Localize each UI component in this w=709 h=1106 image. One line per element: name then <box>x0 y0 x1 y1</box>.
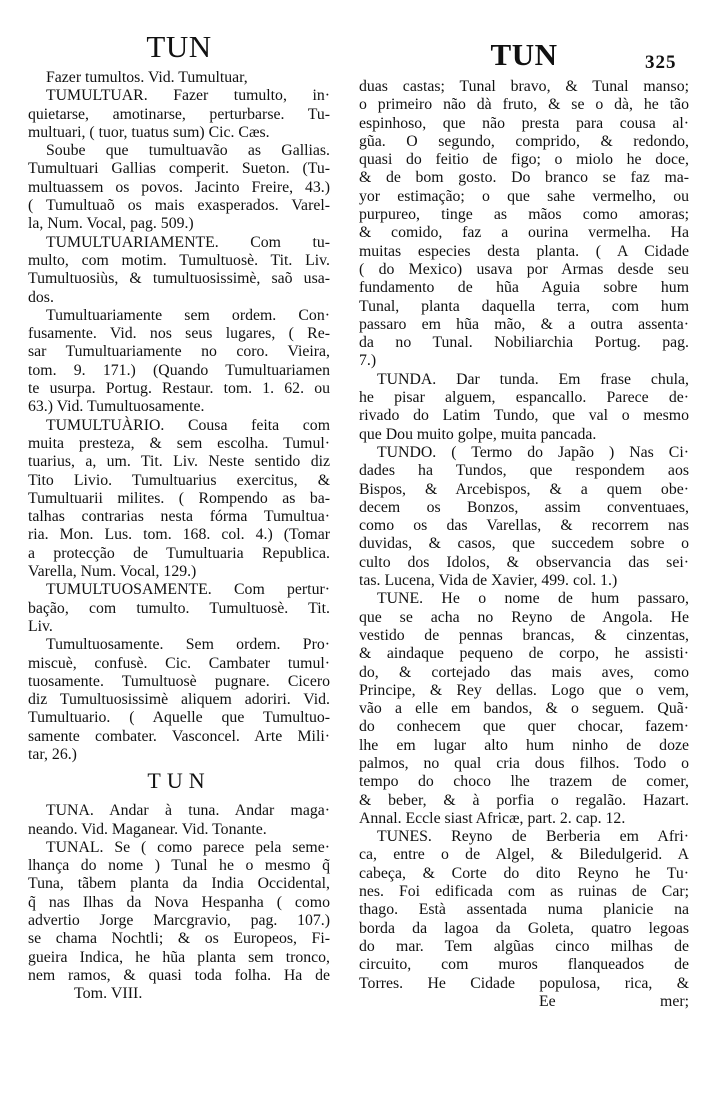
text-line: lhança do nome ) Tunal he o mesmo q̃ <box>28 857 330 875</box>
left-column-entries-after <box>28 802 330 985</box>
text-line: Tumultuariamente sem ordem. Con· <box>46 306 330 324</box>
text-line: Torres. He Cidade populosa, rica, & <box>359 974 689 992</box>
right-column-entries <box>359 78 689 993</box>
left-column <box>28 69 330 1004</box>
text-line: 7.) <box>359 352 377 370</box>
text-line: purpureo, tinge as mãos como amoras; <box>359 206 689 224</box>
text-line: TUNE. He o nome de hum passaro, <box>377 590 689 608</box>
text-line: 63.) Vid. Tumultuosamente. <box>28 398 205 416</box>
text-line: fusamente. Vid. nos seus lugares, ( Re- <box>28 325 330 343</box>
text-line: multo, com motim. Tumultuosè. Tit. Liv. <box>28 251 330 269</box>
text-line: da no Tunal. Nobiliarchia Portug. pag. <box>359 334 689 352</box>
text-line: dades ha Tundos, que respondem aos <box>359 462 689 480</box>
text-line: TUMULTUOSAMENTE. Com pertur· <box>46 581 330 599</box>
volume-signature: Tom. VIII. <box>74 985 143 1003</box>
text-line: tempo do choco lhe trazem de comer, <box>359 773 689 791</box>
text-line: que Dou muito golpe, muita pancada. <box>359 425 597 443</box>
text-line: la, Num. Vocal, pag. 509.) <box>28 215 194 233</box>
text-line: ca, entre o de Algel, & Biledulgerid. A <box>359 846 689 864</box>
page-number: 325 <box>645 52 677 73</box>
text-line: & beber, & à porfia o regalão. Hazart. <box>359 791 689 809</box>
text-line: ( do Mexico) usava por Armas desde seu <box>359 260 689 278</box>
text-line: Annal. Eccle siast Africæ, part. 2. cap. 12. <box>359 809 626 827</box>
text-line: muitas especies desta planta. ( A Cidade <box>359 242 689 260</box>
text-line: passaro em hũa mão, & a outra assenta· <box>359 315 689 333</box>
text-line: he pisar alguem, espancallo. Parece de· <box>359 389 689 407</box>
text-line: Tumultuario. ( Aquelle que Tumultuo- <box>28 709 330 727</box>
text-line: circuito, com muros flanqueados de <box>359 956 689 974</box>
text-line: dos. <box>28 288 54 306</box>
signature-mark: Ee <box>539 992 556 1010</box>
text-line: culto dos Idolos, & observancia das sei· <box>359 553 689 571</box>
text-line: multuari, ( tuor, tuatus sum) Cic. Cæs. <box>28 123 270 141</box>
text-line: ria. Mon. Lus. tom. 168. col. 4.) (Tomar <box>28 526 330 544</box>
text-line: Tumultuari Gallias comperit. Sueton. (Tu- <box>28 160 330 178</box>
text-line: te usurpa. Portug. Restaur. tom. 1. 62. ou <box>28 380 330 398</box>
text-line: borda da lagoa da Goleta, quatro legoas <box>359 919 689 937</box>
text-line: do mar. Tem algũas cinco milhas de <box>359 937 689 955</box>
text-line: Varella, Num. Vocal, 129.) <box>28 563 197 581</box>
text-line: tuarius, a, um. Tit. Liv. Neste sentido diz <box>28 453 330 471</box>
text-line: Bispos, & Arcebispos, & a quem obe· <box>359 480 689 498</box>
text-line: lhe em lugar alto hum ninho de doze <box>359 736 689 754</box>
text-line: rivado do Latim Tundo, que val o mesmo <box>359 407 689 425</box>
text-line: Liv. <box>28 617 53 635</box>
text-line: sar Tumultuariamente no coro. Vieira, <box>28 343 330 361</box>
text-line: advertio Jorge Marcgravio, pag. 107.) <box>28 912 330 930</box>
text-line: quietarse, amotinarse, perturbarse. Tu- <box>28 105 330 123</box>
text-line: TUNDO. ( Termo do Japão ) Nas Ci· <box>377 443 689 461</box>
text-line: Tuna, tãbem planta da India Occidental, <box>28 875 330 893</box>
text-line: & de bom gosto. Do branco se faz ma- <box>359 169 689 187</box>
catchword: mer; <box>660 992 689 1010</box>
text-line: duvidas, & casos, que succedem sobre o <box>359 535 689 553</box>
text-line: tar, 26.) <box>28 745 77 763</box>
text-line: TUNAL. Se ( como parece pela seme· <box>46 838 330 856</box>
text-line: Tunal, planta daquella terra, com hum <box>359 297 689 315</box>
text-line: miscuè, confusè. Cic. Cambater tumul· <box>28 654 330 672</box>
text-line: do, & cortejado das mais aves, como <box>359 663 689 681</box>
text-line: fundamento de hũa Aguia sobre hum <box>359 279 689 297</box>
text-line: yor estimação; o que sahe vermelho, ou <box>359 187 689 205</box>
text-line: tom. 9. 171.) (Quando Tumultuariamen <box>28 361 330 379</box>
text-line: Principe, & Rey dellas. Logo que o vem, <box>359 681 689 699</box>
text-line: quasi do feitio de figo; o miolo he doce, <box>359 151 689 169</box>
text-line: diz Tumultuosissimè aliquem adoriri. Vid. <box>28 691 330 709</box>
left-column-entries <box>28 69 330 764</box>
text-line: talhas contrarias nesta fórma Tumultua· <box>28 508 330 526</box>
text-line: gueira Indica, he hũa planta sem tronco, <box>28 948 330 966</box>
text-line: palmos, no qual cria dous filhos. Todo o <box>359 754 689 772</box>
catchword-line <box>359 993 689 1011</box>
text-line: espinhoso, que não presta para cousa al· <box>359 114 689 132</box>
text-line: thago. Està assentada numa planicie na <box>359 901 689 919</box>
text-line: duas castas; Tunal bravo, & Tunal manso; <box>359 78 689 95</box>
text-line: que se acha no Reyno de Angola. He <box>359 608 689 626</box>
text-line: bação, com tumulto. Tumultuosè. Tit. <box>28 599 330 617</box>
text-line: TUMULTUAR. Fazer tumulto, in· <box>46 87 330 105</box>
text-line: TUNDA. Dar tunda. Em frase chula, <box>377 370 689 388</box>
text-line: cabeça, & Corte do dito Reyno he Tu· <box>359 864 689 882</box>
text-line: decem os Bonzos, assim conventuaes, <box>359 498 689 516</box>
text-line: q̃ nas Ilhas da Nova Hespanha ( como <box>28 893 330 911</box>
text-line: se chama Nochtli; & os Europeos, Fi- <box>28 930 330 948</box>
text-line: tuosamente. Tumultuosè pugnare. Cicero <box>28 672 330 690</box>
text-line: multuassem os povos. Jacinto Freire, 43.) <box>28 178 330 196</box>
text-line: vestido de pennas brancas, & cinzentas, <box>359 626 689 644</box>
text-line: do conhecem que quer chocar, fazem· <box>359 718 689 736</box>
text-line: Fazer tumultos. Vid. Tumultuar, <box>46 69 248 86</box>
right-column <box>359 78 689 1011</box>
right-running-header: TUN <box>490 37 558 72</box>
text-line: Tumultuosiùs, & tumultuosissimè, saõ usa- <box>28 270 330 288</box>
left-running-header: TUN <box>146 29 212 64</box>
text-line: Soube que tumultuavão as Gallias. <box>46 142 330 160</box>
text-line: nes. Foi edificada com as ruinas de Car; <box>359 883 689 901</box>
text-line: tas. Lucena, Vida de Xavier, 499. col. 1.) <box>359 572 618 590</box>
text-line: neando. Vid. Maganear. Vid. Tonante. <box>28 820 267 838</box>
text-line: gũa. O segundo, comprido, & redondo, <box>359 132 689 150</box>
text-line: nem ramos, & quasi toda folha. Ha de <box>28 966 330 984</box>
text-line: Tumultuosamente. Sem ordem. Pro· <box>46 636 330 654</box>
text-line: TUNA. Andar à tuna. Andar maga· <box>46 802 330 820</box>
text-line: & aindaque pequeno de corpo, he assisti· <box>359 645 689 663</box>
text-line: Tito Livio. Tumultuarius exercitus, & <box>28 471 330 489</box>
text-line: ( Tumultuaõ os mais exasperados. Varel- <box>28 197 330 215</box>
text-line: samente combater. Vasconcel. Arte Mili· <box>28 727 330 745</box>
section-heading: TUN <box>147 768 211 794</box>
text-line: vão a elle em bandos, & o seguem. Quã· <box>359 700 689 718</box>
text-line: o primeiro não dà fruto, & se o dà, he tão <box>359 96 689 114</box>
text-line: a protecção de Tumultuaria Republica. <box>28 544 330 562</box>
text-line: TUMULTUARIAMENTE. Com tu- <box>46 233 330 251</box>
text-line: TUNES. Reyno de Berberia em Afri· <box>377 828 689 846</box>
text-line: & comido, faz a ourina vermelha. Ha <box>359 224 689 242</box>
text-line: Tumultuarii milites. ( Rompendo as ba- <box>28 489 330 507</box>
text-line: muita presteza, & sem escolha. Tumul· <box>28 434 330 452</box>
text-line: TUMULTUÀRIO. Cousa feita com <box>46 416 330 434</box>
text-line: como os das Varellas, & recorrem nas <box>359 517 689 535</box>
